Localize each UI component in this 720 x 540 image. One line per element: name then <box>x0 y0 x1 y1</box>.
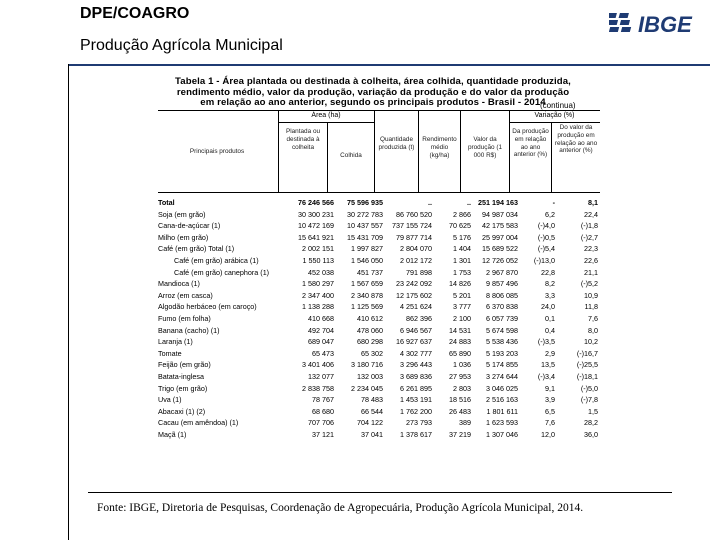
row-cell: 78 767 <box>312 395 334 405</box>
row-cell: (-)1,8 <box>580 221 598 231</box>
table-row <box>158 348 600 359</box>
footer-rule <box>88 492 672 493</box>
table-row <box>158 336 600 347</box>
table-row <box>158 429 600 440</box>
row-cell: (-)5,2 <box>580 279 598 289</box>
row-cell: 0,1 <box>545 314 555 323</box>
table-title-line: Tabela 1 - Área plantada ou destinada à colheita, área colhida, quantidade produzida, <box>175 76 571 87</box>
row-cell: 9 857 496 <box>486 279 518 289</box>
row-cell: 2 234 045 <box>351 383 383 393</box>
area-group-header: Área (ha) <box>311 112 341 119</box>
row-cell: 1 753 <box>453 267 471 277</box>
row-cell: 2 516 163 <box>486 395 518 405</box>
col-header-yield: Rendimento médio (kg/ha) <box>422 136 457 159</box>
col-header-harvested: Colhida <box>340 152 362 159</box>
row-cell: 707 706 <box>308 418 334 428</box>
row-cell: 478 060 <box>357 325 383 335</box>
row-cell: (-)2,7 <box>580 232 598 242</box>
row-cell: 6,2 <box>545 209 555 219</box>
row-cell: 30 300 231 <box>298 209 334 219</box>
row-cell: 4 302 777 <box>400 348 432 358</box>
row-cell: 12 726 052 <box>482 256 518 265</box>
row-cell: 492 704 <box>308 325 334 335</box>
row-label: Café (em grão) Total (1) <box>158 244 235 254</box>
table-row <box>158 394 600 405</box>
row-label: Laranja (1) <box>158 337 193 347</box>
row-label: Fumo (em folha) <box>158 314 211 323</box>
table-row-total <box>158 197 600 208</box>
row-cell: (-)13,0 <box>533 256 555 265</box>
row-cell: 78 483 <box>361 395 383 405</box>
row-cell: 10,9 <box>584 290 598 300</box>
ibge-logo <box>609 9 709 39</box>
row-cell: 6 261 895 <box>400 383 432 393</box>
col-header-planted: Plantada ou destinada à colheita <box>285 128 321 151</box>
row-cell: 410 612 <box>357 314 383 323</box>
table-top-border <box>158 110 600 111</box>
row-label: Cacau (em amêndoa) (1) <box>158 418 239 428</box>
table-row <box>158 359 600 370</box>
row-cell: 65 473 <box>312 348 334 358</box>
row-cell: 94 987 034 <box>482 209 518 219</box>
row-cell: 6 946 567 <box>400 325 432 335</box>
row-cell: 389 <box>459 418 471 428</box>
row-cell: 737 155 724 <box>392 221 432 231</box>
row-label: Total <box>158 198 175 207</box>
row-cell: 8 806 085 <box>486 290 518 300</box>
row-label: Cana-de-açúcar (1) <box>158 221 221 231</box>
row-cell: 132 077 <box>308 372 334 381</box>
header-rule <box>68 64 710 66</box>
row-cell: 1 546 050 <box>351 256 383 265</box>
col-divider <box>418 110 419 192</box>
table-row <box>158 383 600 394</box>
data-table <box>150 108 600 452</box>
row-cell: 1 762 200 <box>400 406 432 416</box>
table-title-line: rendimento médio, valor da produção, variação da produção e do valor da produção <box>176 86 570 98</box>
col-divider <box>509 110 510 192</box>
row-cell: 70 625 <box>449 221 471 231</box>
row-cell: 2 100 <box>453 314 471 323</box>
row-cell: 3 689 836 <box>400 372 432 381</box>
row-cell: 30 272 783 <box>347 209 383 219</box>
row-cell: 42 175 583 <box>482 221 518 231</box>
left-margin-line <box>68 64 69 540</box>
table-row <box>158 371 600 382</box>
row-cell: 2 347 400 <box>302 290 334 300</box>
row-cell: 79 877 714 <box>396 232 432 242</box>
row-cell: 10 472 169 <box>298 221 334 231</box>
row-cell: 3,3 <box>545 290 555 300</box>
row-label: Feijão (em grão) <box>158 360 211 370</box>
row-cell: 6 057 739 <box>486 314 518 323</box>
row-cell: .. <box>428 198 432 207</box>
col-header-product: Principais produtos <box>189 148 245 155</box>
row-cell: 3 274 644 <box>486 372 518 381</box>
row-cell: (-)5,0 <box>580 383 598 393</box>
header-bottom-border <box>158 192 600 193</box>
row-label: Uva (1) <box>158 395 182 405</box>
row-cell: 689 047 <box>308 337 334 347</box>
table-title <box>168 77 578 109</box>
row-cell: - <box>552 198 555 207</box>
row-label: Soja (em grão) <box>158 209 206 219</box>
col-divider <box>374 110 375 192</box>
row-cell: (-)7,8 <box>580 395 598 405</box>
row-cell: 1 567 659 <box>351 279 383 289</box>
row-cell: 37 121 <box>312 430 334 439</box>
variation-group-header: Variação (%) <box>534 112 575 119</box>
row-cell: 1 036 <box>453 360 471 370</box>
row-cell: 22,6 <box>584 256 598 265</box>
row-cell: 15 431 709 <box>347 232 383 242</box>
row-cell: 36,0 <box>584 430 598 439</box>
row-cell: 1 997 827 <box>351 244 383 254</box>
row-cell: 273 793 <box>406 418 432 428</box>
col-divider <box>460 110 461 192</box>
row-label: Milho (em grão) <box>158 232 209 242</box>
row-cell: 22,4 <box>584 209 598 219</box>
row-cell: (-)4,0 <box>537 221 555 231</box>
row-cell: .. <box>467 198 471 207</box>
col-header-value: Valor da produção (1 000 R$) <box>467 136 503 159</box>
logo-text: IBGE <box>638 12 692 37</box>
source-note: Fonte: IBGE, Diretoria de Pesquisas, Coordenação de Agropecuária, Produção Agrícola Municipal, 2014. <box>97 502 584 514</box>
row-label: Café (em grão) canephora (1) <box>174 267 270 277</box>
row-cell: 76 246 566 <box>298 198 334 207</box>
row-cell: 27 953 <box>449 372 471 381</box>
row-cell: 65 890 <box>449 348 471 358</box>
row-label: Mandioca (1) <box>158 279 200 289</box>
table-row <box>158 325 600 336</box>
row-cell: 1,5 <box>588 406 598 416</box>
table-row <box>158 267 600 278</box>
table-row <box>158 255 600 266</box>
row-cell: 86 760 520 <box>396 209 432 219</box>
row-cell: 3 777 <box>453 302 471 312</box>
row-cell: 680 298 <box>357 337 383 347</box>
row-cell: 2 838 758 <box>302 383 334 393</box>
row-cell: 10,2 <box>584 337 598 347</box>
row-cell: 4 251 624 <box>400 302 432 312</box>
table-row <box>158 220 600 231</box>
continuation-note: (continua) <box>540 101 576 110</box>
row-cell: 26 483 <box>449 406 471 416</box>
row-cell: (-)5,4 <box>537 244 555 254</box>
row-cell: 24,0 <box>541 302 555 312</box>
row-cell: 1 404 <box>453 244 471 254</box>
col-header-var-value: Do valor da produção em relação ao ano anterior (%) <box>554 124 598 155</box>
row-cell: 22,8 <box>541 267 555 277</box>
row-cell: 132 003 <box>357 372 383 381</box>
row-cell: 8,0 <box>588 325 598 335</box>
row-cell: 2 803 <box>453 383 471 393</box>
row-cell: 23 242 092 <box>396 279 432 289</box>
row-cell: 2 002 151 <box>302 244 334 254</box>
row-cell: 15 689 522 <box>482 244 518 254</box>
row-cell: 2 804 070 <box>400 244 432 254</box>
row-cell: 2 967 870 <box>486 267 518 277</box>
table-row <box>158 232 600 243</box>
row-cell: 5 176 <box>453 232 471 242</box>
row-cell: 10 437 557 <box>347 221 383 231</box>
row-cell: 1 301 <box>453 256 471 265</box>
row-cell: 5 174 855 <box>486 360 518 370</box>
col-divider <box>551 122 552 192</box>
row-cell: 3,9 <box>545 395 555 405</box>
row-cell: 68 680 <box>312 406 334 416</box>
row-cell: 452 038 <box>308 267 334 277</box>
header-subtitle: Produção Agrícola Municipal <box>80 37 283 54</box>
row-cell: 12,0 <box>541 430 555 439</box>
table-row <box>158 301 600 312</box>
row-cell: (-)16,7 <box>576 348 598 358</box>
row-cell: 2 012 172 <box>400 256 432 265</box>
row-cell: 1 801 611 <box>486 406 518 416</box>
col-divider <box>278 110 279 192</box>
row-label: Abacaxi (1) (2) <box>158 406 206 416</box>
row-cell: 75 596 935 <box>347 198 383 207</box>
row-cell: (-)0,5 <box>537 232 555 242</box>
row-cell: 5 193 203 <box>486 348 518 358</box>
header-org: DPE/COAGRO <box>80 5 190 22</box>
table-title-line: em relação ao ano anterior, segundo os principais produtos - Brasil - 2014 <box>200 97 546 108</box>
row-cell: 0,4 <box>545 325 555 335</box>
row-cell: 37 219 <box>449 430 471 439</box>
table-row <box>158 313 600 324</box>
row-cell: 2,9 <box>545 348 555 358</box>
row-cell: 12 175 602 <box>396 290 432 300</box>
row-cell: 1 550 113 <box>302 256 334 265</box>
row-label: Maçã (1) <box>158 430 187 439</box>
table-row <box>158 290 600 301</box>
row-cell: 5 538 436 <box>486 337 518 347</box>
row-cell: 451 737 <box>357 267 383 277</box>
row-cell: 8,2 <box>545 279 555 289</box>
row-cell: 1 623 593 <box>486 418 518 428</box>
table-row <box>158 209 600 220</box>
row-cell: 25 997 004 <box>482 232 518 242</box>
row-label: Banana (cacho) (1) <box>158 325 220 335</box>
row-cell: 1 378 617 <box>400 430 432 439</box>
row-cell: 14 826 <box>449 279 471 289</box>
col-divider <box>327 122 328 192</box>
row-cell: 8,1 <box>588 198 598 207</box>
row-cell: 410 668 <box>308 314 334 323</box>
row-cell: 7,6 <box>588 314 598 323</box>
row-cell: 1 125 569 <box>351 302 383 312</box>
row-cell: 65 302 <box>361 348 383 358</box>
row-cell: 3 401 406 <box>302 360 334 370</box>
row-label: Algodão herbáceo (em caroço) <box>158 302 257 312</box>
row-cell: 21,1 <box>584 267 598 277</box>
row-cell: 7,6 <box>545 418 555 428</box>
row-cell: 3 046 025 <box>486 383 518 393</box>
row-cell: 24 883 <box>449 337 471 347</box>
row-cell: 6,5 <box>545 406 555 416</box>
ibge-logo-icon <box>609 9 709 39</box>
row-cell: 11,8 <box>584 302 598 312</box>
row-cell: 2 866 <box>453 209 471 219</box>
table-row <box>158 406 600 417</box>
row-label: Café (em grão) arábica (1) <box>174 256 259 265</box>
row-cell: 791 898 <box>406 267 432 277</box>
row-cell: 2 340 878 <box>351 290 383 300</box>
row-cell: 37 041 <box>361 430 383 439</box>
row-cell: (-)25,5 <box>576 360 598 370</box>
row-cell: 3 180 716 <box>351 360 383 370</box>
row-cell: 28,2 <box>584 418 598 428</box>
row-cell: 13,5 <box>541 360 555 370</box>
row-cell: (-)18,1 <box>576 372 598 381</box>
row-cell: 6 370 838 <box>486 302 518 312</box>
row-cell: 3 296 443 <box>400 360 432 370</box>
table-row <box>158 417 600 428</box>
col-header-var-production: Da produção em relação ao ano anterior (%) <box>512 128 549 159</box>
row-label: Batata-inglesa <box>158 372 204 381</box>
row-cell: 66 544 <box>361 406 383 416</box>
table-row <box>158 243 600 254</box>
row-cell: 16 927 637 <box>396 337 432 347</box>
table-row <box>158 278 600 289</box>
row-cell: 862 396 <box>406 314 432 323</box>
col-header-quantity: Quantidade produzida (t) <box>378 136 415 151</box>
row-cell: 704 122 <box>357 418 383 428</box>
row-cell: 251 194 163 <box>478 198 518 207</box>
row-cell: 5 201 <box>453 290 471 300</box>
row-cell: 1 307 046 <box>486 430 518 439</box>
row-cell: 1 453 191 <box>400 395 432 405</box>
row-cell: 14 531 <box>449 325 471 335</box>
row-cell: (-)3,4 <box>537 372 555 381</box>
row-cell: (-)3,5 <box>537 337 555 347</box>
row-cell: 1 138 288 <box>302 302 334 312</box>
row-cell: 9,1 <box>545 383 555 393</box>
row-cell: 5 674 598 <box>486 325 518 335</box>
row-cell: 18 516 <box>449 395 471 405</box>
row-cell: 15 641 921 <box>298 232 334 242</box>
row-label: Tomate <box>158 348 182 358</box>
row-label: Trigo (em grão) <box>158 383 208 393</box>
area-group-underline <box>278 122 374 123</box>
row-cell: 22,3 <box>584 244 598 254</box>
variation-group-underline <box>509 122 600 123</box>
row-label: Arroz (em casca) <box>158 290 213 300</box>
row-cell: 1 580 297 <box>302 279 334 289</box>
